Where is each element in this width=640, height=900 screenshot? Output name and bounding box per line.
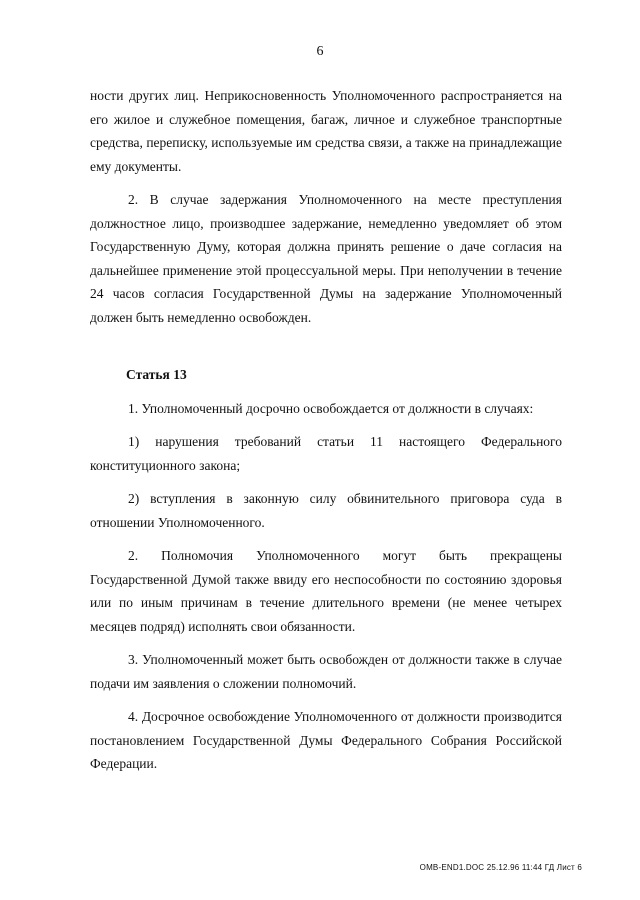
document-footer: OMB-END1.DOC 25.12.96 11:44 ГД Лист 6 [419, 863, 582, 872]
paragraph-resolution: 4. Досрочное освобождение Уполномоченного от должности производится постановлением Государственной Думы Федерального Собрания Российской Федерации. [90, 709, 562, 771]
document-body [90, 84, 562, 786]
paragraph-item-2: 2) вступления в законную силу обвинительного приговора суда в отношении Уполномоченного. [90, 491, 562, 530]
paragraph-termination: 2. Полномочия Уполномоченного могут быть прекращены Государственной Думой также ввиду его неспособности по состоянию здоровья или по иным причинам в течение длительного времени (не менее четырех месяцев подряд) исполнять свои обязанности. [90, 548, 562, 634]
paragraph-inviolability: ности других лиц. Неприкосновенность Уполномоченного распространяется на его жилое и служебное помещения, багаж, личное и служебное транспортные средства, переписку, используемые им средства связи, а также на принадлежащие ему документы. [90, 88, 562, 174]
paragraph-detention: 2. В случае задержания Уполномоченного на месте преступления должностное лицо, производшее задержание, немедленно уведомляет об этом Государственную Думу, которая должна принять решение о даче согласия на дальнейшее применение этой процессуальной меры. При неполучении в течение 24 часов согласия Государственной Думы на задержание Уполномоченный должен быть немедленно освобожден. [90, 192, 562, 325]
paragraph-resignation: 3. Уполномоченный может быть освобожден от должности также в случае подачи им заявления о сложении полномочий. [90, 652, 562, 691]
paragraph-early-release: 1. Уполномоченный досрочно освобождается от должности в случаях: [128, 400, 534, 416]
page-number: 6 [316, 44, 324, 59]
paragraph-item-1: 1) нарушения требований статьи 11 настоящего Федерального конституционного закона; [90, 434, 562, 473]
article-heading: Статья 13 [126, 367, 187, 382]
